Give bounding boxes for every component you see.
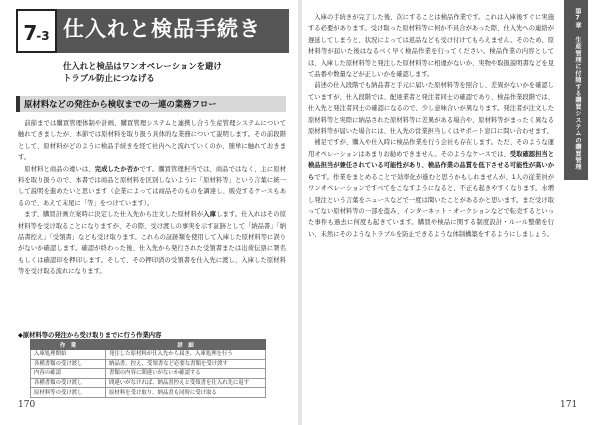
- left-page: [0, 0, 298, 425]
- task-name-cell: 各種書類の受け渡し: [31, 359, 106, 369]
- paragraph: 入庫の手続きが完了した後、次にすることは検品作業です。これは入庫後すぐに実施する必要があります。受け取った原材料等に何か不具合があった際、仕入先への連絡が遅延してしまうと、状況によっては返品なども受け付けてもらえません。そのため、原材料等が届いた後はなるべく早く検品作業を行ってください。検品作業の内容としては、入庫した原材料等と発注した原材料等に相違がないか、実物や取扱説明書などを見て品番や数量などが正しいかを確認します。: [308, 14, 554, 79]
- table-row: [31, 378, 266, 388]
- task-name-cell: 各種書類の受け渡し: [31, 378, 106, 388]
- left-body: [18, 118, 286, 278]
- page-number: 170: [18, 400, 36, 410]
- page-subtitle: [63, 60, 222, 84]
- side-tab-label: 第7章 生産管理に付随する購買システムの購買管理: [574, 8, 581, 171]
- table-header-row: [31, 340, 266, 350]
- table-caption: ◆原材料等の発注から受け取りまでに行う作業内容: [18, 332, 162, 339]
- task-detail-cell: 納品書、控え、受領書など必要な書類を受け渡す: [106, 359, 266, 369]
- task-detail-cell: 間違いがなければ、納品書控えと受領書を仕入れ先に返す: [106, 378, 266, 388]
- table-header: 詳 細: [106, 340, 266, 350]
- task-detail-cell: 原材料を受け取り、納品書も同時に受け取る: [106, 388, 266, 398]
- table-row: [31, 369, 266, 379]
- paragraph: 前節までは購買管理体制や計画、購買管理システムと連携し合う生産管理システムについて触れてきましたが、本節では原材料を取り扱う具体的な業務について説明します。その前段階として、原材料がどのように検品手続きを経て社内へと流れていくのか、簡単に触れておきます。: [18, 120, 286, 162]
- task-table: [30, 339, 266, 398]
- table-header: 作 業: [31, 340, 106, 350]
- subtitle-line: 仕入れと検品はワンオペレーションを避け: [63, 61, 222, 71]
- paragraph: まず、購買計画立案時に決定した仕入先から注文した原材料が入庫します。仕入れはその原材料等を受け取ることになりますが、その際、受け渡しの事実を示す証跡として「納品書」「納品書控え」「受領書」なども受け取ります。これらの証跡類を使用して入庫した原材料等に誤りがないか確認します。確認が終わった後、仕入先から発行された受領書または出荷伝票に署名もしくは確認印を押印します。そして、その押印済の受領書を仕入先に渡し、入庫した原材料等を受け取る流れになります。: [18, 211, 287, 276]
- chapter-side-tab: [564, 0, 588, 425]
- table-row: [31, 359, 266, 369]
- table-row: [31, 388, 266, 398]
- page-number: 171: [560, 400, 578, 410]
- task-name-cell: 入庫処理開始: [31, 350, 106, 360]
- table-row: [31, 350, 266, 360]
- section-heading: 原材料などの発注から検収までの一連の業務フロー: [16, 96, 286, 112]
- right-page: [302, 0, 600, 425]
- subtitle-line: トラブル防止につなげる: [63, 73, 155, 83]
- page-title: 仕入れと検品手続き: [63, 17, 261, 41]
- emphasis-text: 受取確認担当と検品担当が兼任されている可能性があり、検品作業の品質を低下させる可能性が高いから: [308, 150, 555, 181]
- task-name-cell: 原材料等の受け渡し: [31, 388, 106, 398]
- right-body: [308, 12, 554, 240]
- task-detail-cell: 書類の内容に間違いがないか確認する: [106, 369, 266, 379]
- paragraph: 原材料と商品の違いは、完成したか否かです。購買管理担当では、商品ではなく、主に原材料を取り扱うので、本書では商品と原材料を区別しないように「原材料等」という言葉に統一して説明を進めたいと思います（企業によっては商品そのものを調達し、販売するケースもあるので、あえて末尾に「等」をつけています）。: [18, 165, 287, 207]
- emphasis-text: 完成したか否か: [94, 165, 140, 173]
- paragraph: 前述の仕入段階でも納品書と手元に届いた原材料等を照合し、差異がないかを確認していますが、仕入段階では、配達業者と発注者同士の確認であり、検品作業段階では、仕入先と発注者同士の確認になるので、少し意味合いが異なります。発注者が注文した原材料等と実際に納品された原材料等に差異がある場合や、原材料等がまったく異なる原材料等が届いた場合には、仕入先の営業担当しくはサポート窓口に問い合わせます。: [308, 82, 554, 136]
- task-name-cell: 内容の確認: [31, 369, 106, 379]
- chapter-sub: -3: [36, 29, 50, 43]
- task-detail-cell: 発注した原材料が仕入先から届き、入庫処理を行う: [106, 350, 266, 360]
- emphasis-text: 入庫: [203, 211, 217, 219]
- chapter-main: 7: [23, 21, 37, 45]
- chapter-number-box: [16, 9, 57, 53]
- paragraph: 補足ですが、購入や仕入時に検品作業を行う会社も存在します。ただ、そのような運用オペレーションはあまりお勧めできません。そのようなケースでは、受取確認担当と検品担当が兼任されている可能性があり、検品作業の品質を低下させる可能性が高いからです。作業をまとめることで効率化が進むと思うかもしれませんが、1人の従業員がワンオペレーションですべてをこなすようになると、不正も起きやすくなります。水増し発注という言葉をニュースなどで一度は聞いたことがあるかと思います。まだ受け取ってない原材料等の一部を盗み、インターネット・オークションなどで転売するといった事件も過去に何度も起きています。購買や検品に関する制度設計・ルール整備を行い、未然にそのようなトラブルを防止できるような体制構築をするようにしましょう。: [308, 139, 555, 238]
